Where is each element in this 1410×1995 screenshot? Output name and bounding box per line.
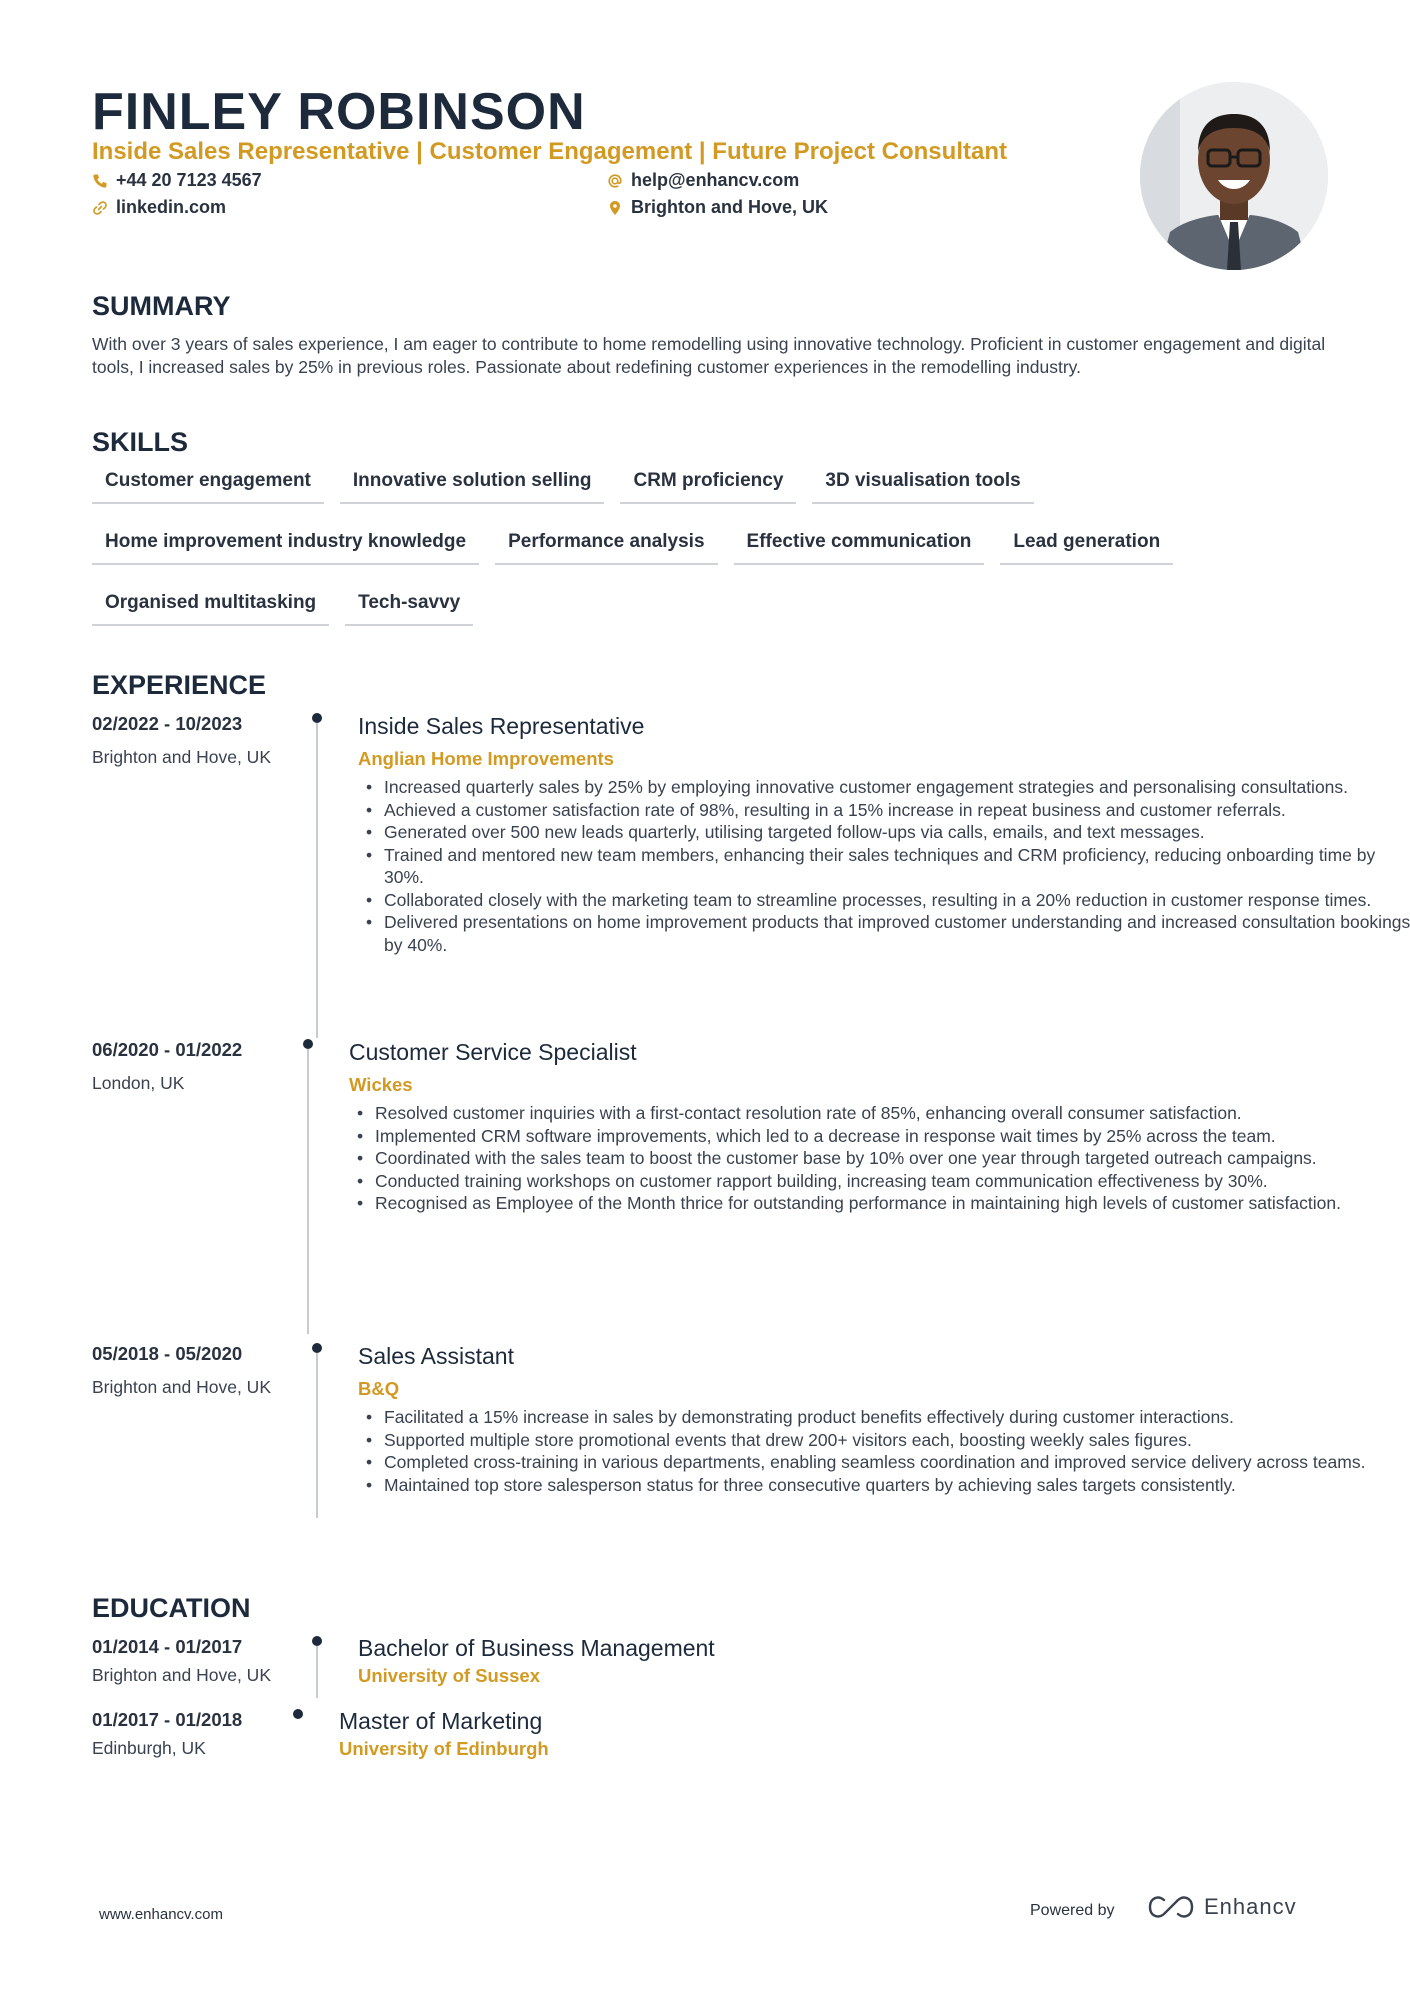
contact-linkedin[interactable] [92, 197, 226, 218]
candidate-name: FINLEY ROBINSON [92, 83, 586, 141]
bullet-item: • Resolved customer inquiries with a first-contact resolution rate of 85%, enhancing overall consumer satisfaction. [349, 1102, 1410, 1125]
entry-company: Wickes [349, 1074, 413, 1095]
at-icon [607, 173, 623, 189]
summary-heading: SUMMARY [92, 291, 231, 321]
skill-tag: Home improvement industry knowledge [92, 523, 479, 565]
bullet-item: • Facilitated a 15% increase in sales by demonstrating product benefits effectively during customer interactions. [358, 1406, 1410, 1429]
entry-location: London, UK [92, 1073, 185, 1093]
bullet-item: • Collaborated closely with the marketing team to streamline processes, resulting in a 20% reduction in customer response times. [358, 889, 1410, 912]
skill-tag: Organised multitasking [92, 584, 329, 626]
skill-tag: Customer engagement [92, 462, 324, 504]
contact-email[interactable] [607, 170, 799, 191]
footer-logo[interactable] [1148, 1894, 1297, 1920]
skill-tag: Effective communication [734, 523, 985, 565]
summary-text: With over 3 years of sales experience, I am eager to contribute to home remodelling using innovative technology. Proficient in customer engagement and digital tools, I increased sales by 25% in previous roles. Passionate about redefining customer experiences in the remodelling industry. [92, 334, 1326, 377]
avatar [1140, 82, 1328, 270]
skill-tag: Tech-savvy [345, 584, 473, 626]
entry-degree: Bachelor of Business Management [358, 1635, 715, 1661]
timeline-line [316, 1646, 318, 1698]
linkedin-text[interactable]: linkedin.com [116, 197, 227, 217]
candidate-title: Inside Sales Representative | Customer Engagement | Future Project Consultant [92, 138, 1007, 165]
timeline-dot [293, 1709, 303, 1719]
skills-heading: SKILLS [92, 427, 189, 457]
timeline-line [316, 1353, 318, 1518]
timeline-dot [303, 1039, 313, 1049]
bullet-item: • Completed cross-training in various departments, enabling seamless coordination and improved service delivery across teams. [358, 1451, 1410, 1474]
entry-location: Brighton and Hove, UK [92, 1665, 271, 1685]
entry-date: 02/2022 - 10/2023 [92, 713, 243, 734]
entry-bullets [358, 776, 1410, 956]
entry-school: University of Edinburgh [339, 1738, 549, 1759]
phone-icon [92, 173, 108, 189]
avatar-illustration [1140, 82, 1328, 270]
contact-phone [92, 170, 262, 191]
entry-location: Brighton and Hove, UK [92, 747, 271, 767]
entry-location: Brighton and Hove, UK [92, 1377, 271, 1397]
skills-row [92, 462, 1332, 504]
entry-date: 06/2020 - 01/2022 [92, 1039, 243, 1060]
bullet-item: • Achieved a customer satisfaction rate of 98%, resulting in a 15% increase in repeat business and customer referrals. [358, 799, 1410, 822]
bullet-item: • Coordinated with the sales team to boost the customer base by 10% over one year through targeted outreach campaigns. [349, 1147, 1410, 1170]
bullet-item: • Recognised as Employee of the Month thrice for outstanding performance in maintaining high levels of customer satisfaction. [349, 1192, 1410, 1215]
bullet-item: • Increased quarterly sales by 25% by employing innovative customer engagement strategies and personalising consultations. [358, 776, 1410, 799]
bullet-item: • Trained and mentored new team members, enhancing their sales techniques and CRM proficiency, reducing onboarding time by 30%. [358, 844, 1410, 889]
entry-degree: Master of Marketing [339, 1708, 543, 1734]
bullet-item: • Delivered presentations on home improvement products that improved customer understanding and increased consultation bookings by 40%. [358, 911, 1410, 956]
entry-role: Inside Sales Representative [358, 713, 645, 739]
bullet-item: • Implemented CRM software improvements, which led to a decrease in response wait times by 25% across the team. [349, 1125, 1410, 1148]
entry-school: University of Sussex [358, 1665, 540, 1686]
skill-tag: Lead generation [1000, 523, 1173, 565]
skill-tag: Performance analysis [495, 523, 717, 565]
timeline-dot [312, 1343, 322, 1353]
timeline-dot [312, 713, 322, 723]
entry-date: 01/2017 - 01/2018 [92, 1709, 243, 1730]
bullet-item: • Conducted training workshops on customer rapport building, increasing team communication effectiveness by 30%. [349, 1170, 1410, 1193]
experience-heading: EXPERIENCE [92, 670, 267, 700]
entry-bullets [358, 1406, 1410, 1496]
location-text: Brighton and Hove, UK [631, 197, 828, 217]
email-text[interactable]: help@enhancv.com [631, 170, 800, 190]
footer-website[interactable]: www.enhancv.com [99, 1906, 223, 1923]
skill-tag: 3D visualisation tools [812, 462, 1033, 504]
bullet-item: • Maintained top store salesperson status for three consecutive quarters by achieving sales targets consistently. [358, 1474, 1410, 1497]
footer-brand: Enhancv [1204, 1894, 1297, 1919]
skill-tag: CRM proficiency [620, 462, 796, 504]
bullet-item: • Generated over 500 new leads quarterly, utilising targeted follow-ups via calls, emails, and text messages. [358, 821, 1410, 844]
entry-company: B&Q [358, 1378, 400, 1399]
entry-role: Customer Service Specialist [349, 1039, 637, 1065]
enhancv-logo-icon [1148, 1896, 1194, 1918]
location-pin-icon [607, 200, 623, 216]
entry-date: 05/2018 - 05/2020 [92, 1343, 243, 1364]
skill-tag: Innovative solution selling [340, 462, 605, 504]
contact-location [607, 197, 828, 218]
entry-bullets [349, 1102, 1410, 1215]
skills-list [92, 462, 1332, 645]
education-heading: EDUCATION [92, 1593, 251, 1623]
entry-role: Sales Assistant [358, 1343, 514, 1369]
timeline-dot [312, 1636, 322, 1646]
timeline-line [307, 1049, 309, 1334]
entry-location: Edinburgh, UK [92, 1738, 206, 1758]
phone-text: +44 20 7123 4567 [116, 170, 262, 190]
bullet-item: • Supported multiple store promotional events that drew 200+ visitors each, boosting weekly sales figures. [358, 1429, 1410, 1452]
timeline-line [316, 723, 318, 1038]
skills-row [92, 584, 1332, 626]
skills-row [92, 523, 1332, 565]
footer-powered-by: Powered by [1030, 1902, 1115, 1919]
entry-company: Anglian Home Improvements [358, 748, 614, 769]
link-icon [92, 200, 108, 216]
entry-date: 01/2014 - 01/2017 [92, 1636, 243, 1657]
